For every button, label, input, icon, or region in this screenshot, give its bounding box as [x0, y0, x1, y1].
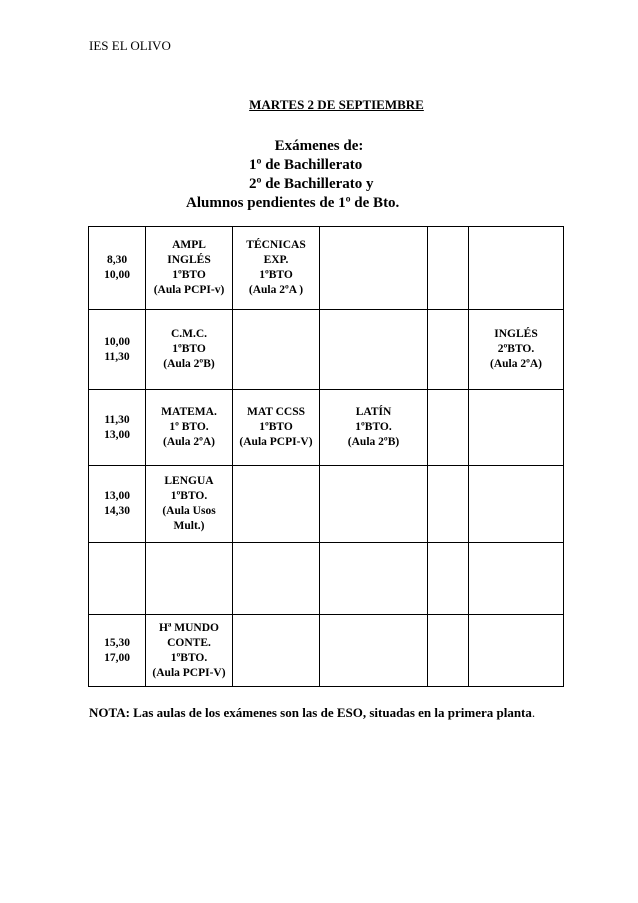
exam-line: (Aula 2ºB): [347, 436, 400, 448]
schedule-row: [89, 390, 564, 466]
exam-cell: [146, 543, 233, 615]
note-end: .: [531, 705, 536, 720]
exam-line: MATEMA.: [161, 406, 217, 418]
exam-cell: [320, 310, 428, 390]
exam-line: (Aula Usos: [162, 505, 216, 517]
time-slot: [89, 543, 146, 615]
exam-cell: [146, 615, 233, 687]
exam-line: TÉCNICAS: [246, 239, 306, 251]
exam-line: 1ºBTO.: [170, 490, 208, 502]
exam-line: INGLÉS: [167, 254, 211, 266]
exam-cell: [428, 543, 469, 615]
time-line: 13,00: [104, 490, 130, 502]
schedule-row: [89, 543, 564, 615]
exam-line: 1ºBTO: [172, 343, 206, 355]
exam-cell: [233, 615, 320, 687]
exam-line: Hª MUNDO: [159, 621, 219, 634]
note: [89, 703, 559, 722]
time-line: 10,00: [104, 335, 130, 348]
exam-cell: [233, 543, 320, 615]
exam-cell: [428, 466, 469, 543]
exam-cell: [146, 390, 233, 466]
exam-cell: [320, 615, 428, 687]
exam-line: (Aula 2ºA): [162, 436, 216, 448]
time-line: 17,00: [104, 651, 130, 664]
schedule-row: [89, 310, 564, 390]
school-name: IES EL OLIVO: [89, 38, 171, 53]
exam-date-text: MARTES 2 DE SEPTIEMBRE: [249, 97, 424, 112]
exam-line: MAT CCSS: [246, 406, 306, 418]
exam-line: (Aula 2ºA ): [248, 284, 304, 296]
exam-line: 1ºBTO: [172, 269, 206, 281]
time-line: 15,30: [104, 636, 130, 649]
note-text: NOTA: Las aulas de los exámenes son las de ESO, situadas en la primera planta: [89, 705, 532, 720]
schedule-row: [89, 227, 564, 310]
exam-cell: [469, 390, 564, 466]
time-line: 8,30: [106, 254, 128, 266]
exam-line: (Aula PCPI-v): [153, 284, 225, 296]
time-slot: [89, 615, 146, 687]
exam-cell: [428, 615, 469, 687]
exam-line: LENGUA: [164, 475, 214, 487]
time-slot: [89, 227, 146, 310]
exam-cell: [320, 390, 428, 466]
exam-schedule-table: [88, 226, 564, 687]
exam-line: AMPL: [172, 239, 206, 251]
exams-course-1: 1º de Bachillerato: [249, 157, 363, 173]
exam-cell: [428, 390, 469, 466]
exam-cell: [233, 227, 320, 310]
exam-line: 1ºBTO.: [170, 651, 208, 664]
exam-line: Mult.): [173, 520, 205, 532]
exam-date: [0, 97, 638, 113]
exam-line: (Aula 2ºA): [489, 358, 543, 370]
exam-line: 1ºBTO.: [355, 421, 392, 433]
exam-cell: [146, 310, 233, 390]
schedule-row: [89, 615, 564, 687]
exams-course-2: 2º de Bachillerato y: [249, 176, 374, 192]
exam-line: 1ºBTO: [259, 269, 293, 281]
exam-line: C.M.C.: [170, 328, 208, 340]
exam-cell: [233, 390, 320, 466]
exams-title: Exámenes de:: [274, 138, 364, 154]
exam-line: 1ºBTO: [259, 421, 293, 433]
exam-cell: [469, 615, 564, 687]
exam-cell: [320, 227, 428, 310]
exam-line: LATÍN: [355, 406, 392, 418]
exam-line: (Aula 2ºB): [163, 358, 215, 370]
exam-cell: [146, 466, 233, 543]
exam-line: 2ºBTO.: [497, 343, 535, 355]
exam-cell: [469, 227, 564, 310]
exam-cell: [320, 543, 428, 615]
time-line: 14,30: [104, 505, 130, 517]
exam-line: (Aula PCPI-V): [152, 666, 226, 679]
time-line: 11,30: [104, 350, 130, 363]
time-slot: [89, 390, 146, 466]
time-line: 13,00: [104, 428, 130, 441]
exam-line: CONTE.: [167, 636, 211, 649]
exam-cell: [469, 310, 564, 390]
time-slot: [89, 310, 146, 390]
exam-cell: [320, 466, 428, 543]
exam-cell: [233, 310, 320, 390]
exam-cell: [428, 310, 469, 390]
time-line: 10,00: [104, 269, 130, 281]
exam-line: (Aula PCPI-V): [239, 436, 313, 448]
exam-line: EXP.: [263, 254, 289, 266]
exam-line: INGLÉS: [494, 328, 538, 340]
exam-cell: [233, 466, 320, 543]
exam-cell: [469, 543, 564, 615]
exam-cell: [146, 227, 233, 310]
time-slot: [89, 466, 146, 543]
exam-line: 1º BTO.: [169, 421, 209, 433]
exam-cell: [428, 227, 469, 310]
schedule-row: [89, 466, 564, 543]
time-line: 11,30: [104, 413, 130, 426]
exam-cell: [469, 466, 564, 543]
exams-pending: Alumnos pendientes de 1º de Bto.: [186, 195, 400, 211]
exams-heading: [0, 137, 638, 213]
